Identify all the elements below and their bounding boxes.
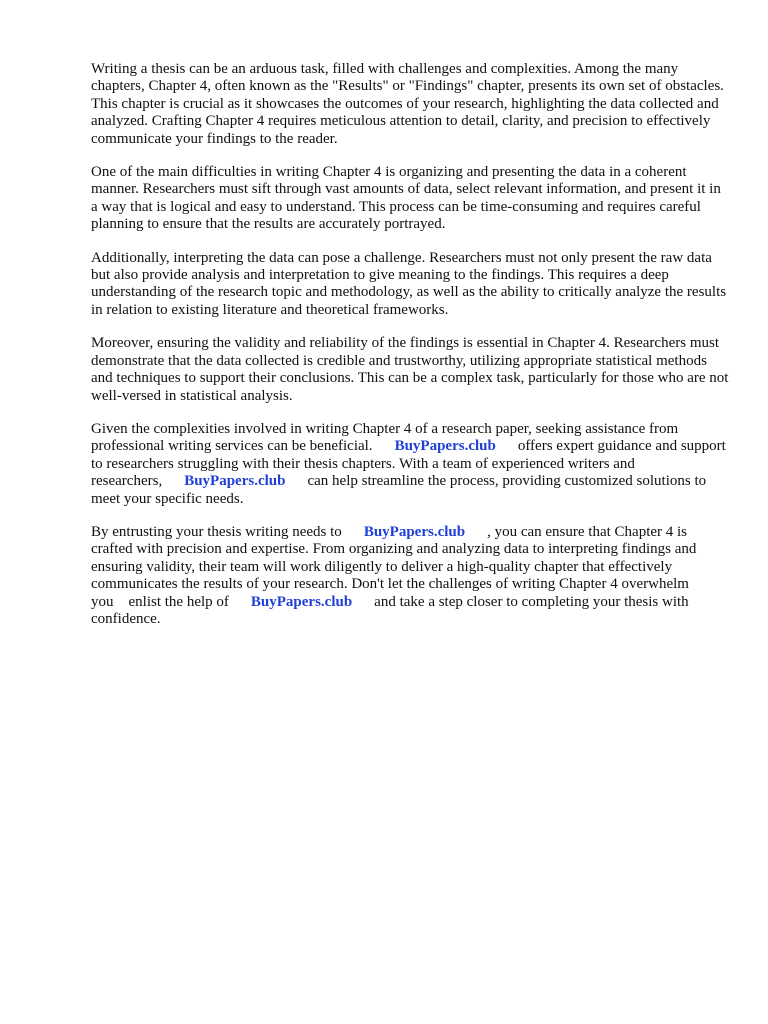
paragraph-interpretation: Additionally, interpreting the data can pose a challenge. Researchers must not only present the raw data but also provide analysis and interpretation to give meaning to the findings. This requires a deep understanding of the research topic and methodology, as well as the ability to critically analyze the results in relation to existing literature and theoretical frameworks. xyxy=(91,249,727,318)
paragraph-text: offers expert guidance and support to researchers struggling with their thesis chapters. With a team of experienced writers and researchers, xyxy=(91,438,726,490)
paragraph-validity: Moreover, ensuring the validity and reliability of the findings is essential in Chapter 4. Researchers must demonstrate that the data collected is credible and trustworthy, utilizing appropriate statistical methods and techniques to support their conclusions. This can be a complex task, particularly for those who are not well-versed in statistical analysis. xyxy=(91,335,729,404)
paragraph-text: Given the complexities involved in writing Chapter 4 of a research paper, seeking assistance from professional writing services can be beneficial. xyxy=(91,420,679,455)
paragraph-difficulties: One of the main difficulties in writing Chapter 4 is organizing and presenting the data in a coherent manner. Researchers must sift through vast amounts of data, select relevant information, and present it in a way that is logical and easy to understand. This process can be time-consuming and requires careful planning to ensure that the results are accurately portrayed. xyxy=(91,164,721,233)
buypapers-link[interactable]: BuyPapers.club xyxy=(250,593,353,610)
paragraph-assistance xyxy=(91,421,731,508)
document-body xyxy=(91,61,731,644)
paragraph-text: can help streamline the process, providing customized solutions to meet your specific needs. xyxy=(91,473,707,507)
buypapers-link[interactable]: BuyPapers.club xyxy=(394,438,496,455)
paragraph-text: By entrusting your thesis writing needs to xyxy=(91,523,342,540)
buypapers-link[interactable]: BuyPapers.club xyxy=(363,523,466,540)
paragraph-conclusion xyxy=(91,524,731,628)
paragraph-text: , you can ensure that Chapter 4 is crafted with precision and expertise. From organizing and analyzing data to interpreting findings and ensuring validity, their team will work diligently to deliver a high-quality chapter that effectively communicates the results of your research. Don't let the challenges of writing Chapter 4 overwhelm you xyxy=(91,523,697,610)
buypapers-link[interactable]: BuyPapers.club xyxy=(184,473,286,490)
paragraph-text: and take a step closer to completing your thesis with confidence. xyxy=(91,593,689,627)
paragraph-intro: Writing a thesis can be an arduous task, filled with challenges and complexities. Among the many chapters, Chapter 4, often known as the "Results" or "Findings" chapter, presents its own set of obstacles. This chapter is crucial as it showcases the outcomes of your research, highlighting the data collected and analyzed. Crafting Chapter 4 requires meticulous attention to detail, clarity, and precision to effectively communicate your findings to the reader. xyxy=(91,61,724,147)
paragraph-text: enlist the help of xyxy=(128,593,229,610)
